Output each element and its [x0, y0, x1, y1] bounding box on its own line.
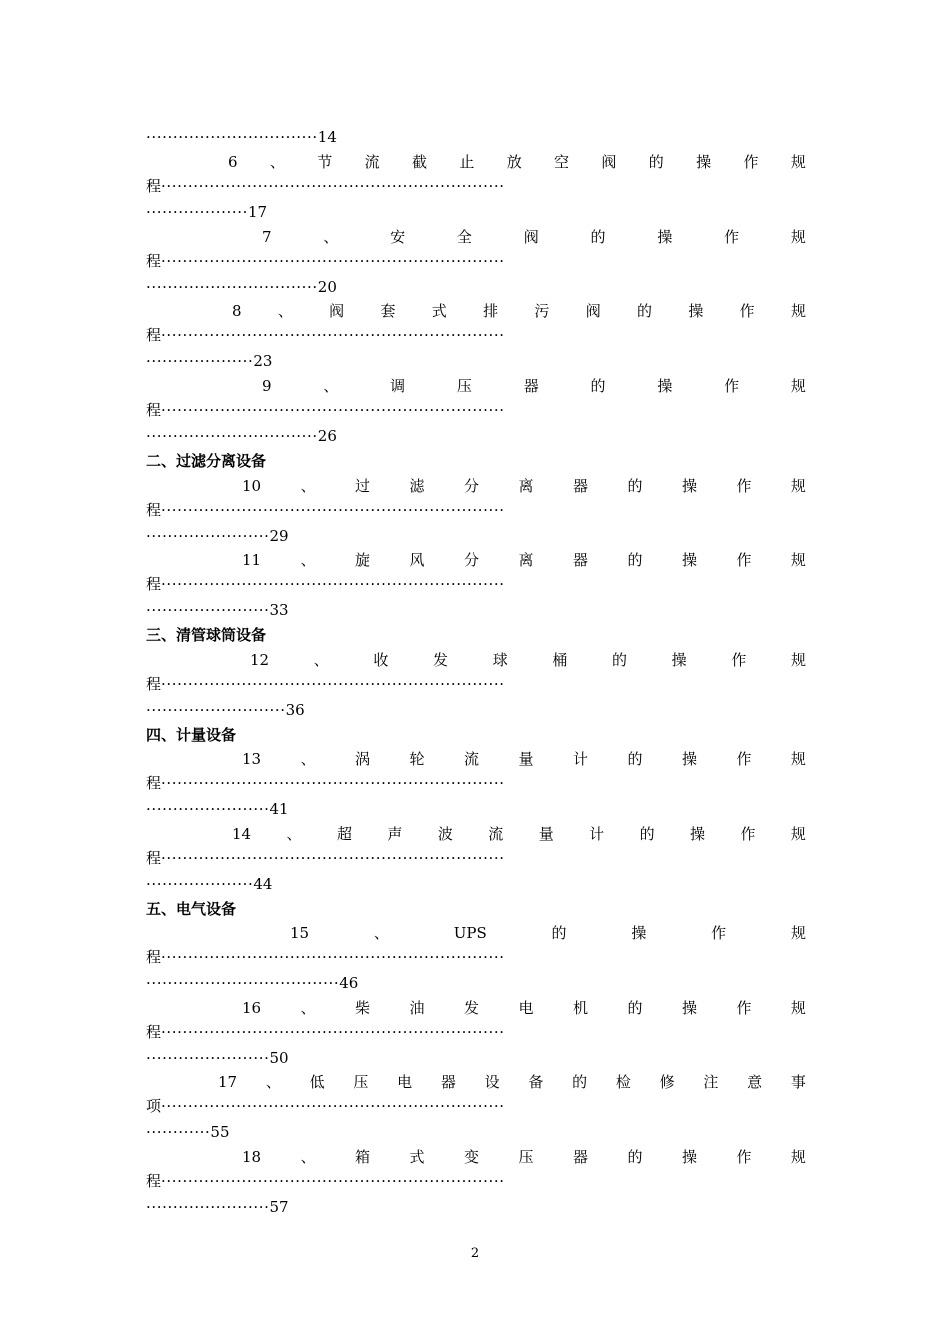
- toc-page-number[interactable]: 55: [210, 1123, 230, 1141]
- toc-entry-last-char: 程: [146, 177, 162, 195]
- toc-entry-char: 作: [711, 924, 727, 942]
- toc-leader-dots: ·······················41: [146, 800, 289, 818]
- toc-page-number[interactable]: 29: [269, 527, 289, 545]
- toc-entry-char: 作: [740, 825, 756, 843]
- toc-entry-char: 操: [681, 750, 697, 768]
- toc-entry-char: 止: [459, 153, 475, 171]
- toc-entry-char: 、: [373, 924, 389, 942]
- toc-entry-char: 、: [300, 750, 316, 768]
- toc-page-number[interactable]: 20: [317, 278, 337, 296]
- toc-entry-continuation: [146, 324, 806, 346]
- toc-leader-dots: ································································: [161, 1097, 505, 1115]
- toc-entry-title[interactable]: [242, 748, 806, 770]
- toc-entry-char: 电: [397, 1073, 413, 1091]
- toc-entry-char: 操: [681, 551, 697, 569]
- toc-entry-number: 7: [262, 228, 272, 246]
- toc-entry-char: 作: [724, 228, 740, 246]
- toc-entry-char: 、: [277, 302, 293, 320]
- toc-entry-char: 操: [681, 477, 697, 495]
- toc-entry-char: 操: [657, 377, 673, 395]
- toc-entry-char: 作: [736, 477, 752, 495]
- toc-entry-char: 节: [317, 153, 333, 171]
- toc-entry-char: 规: [790, 750, 806, 768]
- toc-entry-title[interactable]: [218, 1071, 806, 1093]
- toc-entry-char: 发: [464, 999, 480, 1017]
- toc-entry-char: 器: [523, 377, 539, 395]
- section-heading-pigging: 三、清管球筒设备: [146, 626, 267, 644]
- toc-leader-dots: ································································: [161, 1023, 505, 1041]
- toc-entry-char: 安: [390, 228, 406, 246]
- toc-entry-char: 全: [456, 228, 472, 246]
- toc-entry-char: 电: [518, 999, 534, 1017]
- toc-entry-continuation: [146, 946, 806, 968]
- toc-leader-dots: ································································: [161, 774, 505, 792]
- toc-entry-char: 计: [572, 750, 588, 768]
- toc-entry-char: 规: [790, 377, 806, 395]
- toc-page-number[interactable]: 33: [269, 601, 289, 619]
- toc-entry-title[interactable]: [232, 823, 806, 845]
- toc-leader-dots: ································································: [161, 675, 505, 693]
- toc-entry-char: 阀: [585, 302, 601, 320]
- toc-entry-number: 17: [218, 1073, 238, 1091]
- toc-entry-continuation: [146, 250, 806, 272]
- toc-entry-char: 、: [300, 551, 316, 569]
- toc-entry-char: 注: [703, 1073, 719, 1091]
- toc-entry-char: 调: [390, 377, 406, 395]
- toc-entry-char: 压: [456, 377, 472, 395]
- toc-leader-dots: ································14: [146, 128, 337, 146]
- section-heading-metering: 四、计量设备: [146, 726, 237, 744]
- toc-leader-dots: ··························36: [146, 701, 305, 719]
- toc-entry-char: 的: [627, 999, 643, 1017]
- toc-entry-char: 离: [518, 551, 534, 569]
- toc-entry-continuation: [146, 847, 806, 869]
- toc-entry-char: 放: [506, 153, 522, 171]
- toc-leader-dots: ·······················57: [146, 1198, 289, 1216]
- toc-entry-last-char: 程: [146, 675, 162, 693]
- toc-entry-title[interactable]: [262, 226, 806, 248]
- toc-page-number[interactable]: 41: [269, 800, 289, 818]
- toc-leader-dots: ·······················33: [146, 601, 289, 619]
- toc-entry-char: 事: [790, 1073, 806, 1091]
- toc-entry-char: 排: [483, 302, 499, 320]
- toc-entry-char: 流: [464, 750, 480, 768]
- toc-entry-char: 的: [612, 651, 628, 669]
- toc-leader-dots: ································26: [146, 427, 337, 445]
- toc-page-number[interactable]: 36: [285, 701, 305, 719]
- toc-entry-char: 离: [518, 477, 534, 495]
- section-heading-electrical: 五、电气设备: [146, 900, 237, 918]
- toc-entry-char: 规: [790, 551, 806, 569]
- toc-entry-char: 设: [484, 1073, 500, 1091]
- toc-entry-char: 规: [790, 228, 806, 246]
- toc-entry-char: 、: [323, 377, 339, 395]
- toc-entry-char: 规: [790, 302, 806, 320]
- toc-entry-last-char: 程: [146, 252, 162, 270]
- toc-entry-char: 的: [627, 551, 643, 569]
- toc-entry-char: 的: [627, 750, 643, 768]
- toc-entry-char: 波: [437, 825, 453, 843]
- toc-entry-char: 作: [736, 1148, 752, 1166]
- toc-entry-last-char: 程: [146, 1172, 162, 1190]
- toc-entry-char: 操: [690, 825, 706, 843]
- toc-entry-char: 轮: [409, 750, 425, 768]
- toc-entry-char: 的: [648, 153, 664, 171]
- toc-entry-char: 过: [355, 477, 371, 495]
- toc-entry-char: 阀: [601, 153, 617, 171]
- toc-entry-last-char: 程: [146, 1023, 162, 1041]
- toc-entry-number: 9: [262, 377, 272, 395]
- toc-entry-char: 压: [353, 1073, 369, 1091]
- toc-entry-number: 14: [232, 825, 252, 843]
- toc-entry-char: 作: [736, 551, 752, 569]
- toc-entry-char: 柴: [355, 999, 371, 1017]
- toc-entry-char: 规: [790, 924, 806, 942]
- toc-leader-dots: ································································: [161, 252, 505, 270]
- toc-entry-char: 分: [464, 551, 480, 569]
- toc-entry-continuation: [146, 1095, 806, 1117]
- toc-entry-number: 16: [242, 999, 262, 1017]
- toc-entry-char: 修: [659, 1073, 675, 1091]
- toc-entry-char: 作: [739, 302, 755, 320]
- toc-entry-number: 11: [242, 551, 262, 569]
- toc-entry-char: 阀: [523, 228, 539, 246]
- toc-entry-char: 规: [790, 999, 806, 1017]
- toc-entry-number: 10: [242, 477, 262, 495]
- toc-leader-dots: ····································46: [146, 974, 359, 992]
- toc-entry-continuation: [146, 772, 806, 794]
- toc-entry-char: 低: [309, 1073, 325, 1091]
- toc-entry-number: 8: [232, 302, 242, 320]
- toc-entry-char: 桶: [552, 651, 568, 669]
- toc-page-number[interactable]: 23: [253, 352, 273, 370]
- toc-leader-dots: ································································: [161, 948, 505, 966]
- toc-entry-char: 的: [590, 228, 606, 246]
- toc-entry-char: 球: [492, 651, 508, 669]
- toc-leader-dots: ································································: [161, 177, 505, 195]
- toc-entry-char: 式: [431, 302, 447, 320]
- toc-entry-number: 15: [290, 924, 310, 942]
- toc-leader-dots: ···················17: [146, 203, 268, 221]
- toc-page-number[interactable]: 50: [269, 1049, 289, 1067]
- toc-entry-char: 作: [724, 377, 740, 395]
- toc-leader-dots: ····················23: [146, 352, 273, 370]
- toc-entry-char: 截: [411, 153, 427, 171]
- toc-entry-char: 操: [696, 153, 712, 171]
- toc-entry-char: 流: [488, 825, 504, 843]
- toc-entry-continuation: [146, 673, 806, 695]
- toc-entry-char: 、: [313, 651, 329, 669]
- toc-entry-last-char: 程: [146, 774, 162, 792]
- toc-entry-char: 作: [736, 750, 752, 768]
- toc-entry-char: 作: [731, 651, 747, 669]
- toc-entry-char: 量: [538, 825, 554, 843]
- toc-entry-title[interactable]: [250, 649, 806, 671]
- toc-entry-char: 分: [464, 477, 480, 495]
- toc-entry-number: 18: [242, 1148, 262, 1166]
- toc-entry-continuation: [146, 399, 806, 421]
- toc-entry-char: 、: [300, 477, 316, 495]
- toc-entry-title[interactable]: [242, 997, 806, 1019]
- section-heading-filter-separation: 二、过滤分离设备: [146, 452, 267, 470]
- toc-entry-char: 器: [572, 1148, 588, 1166]
- toc-entry-last-char: 项: [146, 1097, 162, 1115]
- toc-entry-char: 式: [409, 1148, 425, 1166]
- toc-entry-char: 操: [681, 999, 697, 1017]
- toc-entry-char: 器: [572, 477, 588, 495]
- toc-entry-char: 操: [631, 924, 647, 942]
- toc-entry-char: 的: [572, 1073, 588, 1091]
- toc-entry-char: 污: [534, 302, 550, 320]
- toc-entry-char: 的: [627, 477, 643, 495]
- toc-entry-char: 规: [790, 1148, 806, 1166]
- toc-entry-char: 风: [409, 551, 425, 569]
- toc-leader-dots: ····················44: [146, 875, 273, 893]
- toc-entry-char: 意: [747, 1073, 763, 1091]
- toc-page-number[interactable]: 46: [339, 974, 359, 992]
- toc-entry-char: 油: [409, 999, 425, 1017]
- toc-entry-char: 、: [300, 999, 316, 1017]
- toc-leader-dots: ································································: [161, 401, 505, 419]
- toc-entry-char: 阀: [329, 302, 345, 320]
- toc-entry-char: 空: [554, 153, 570, 171]
- toc-page-number[interactable]: 17: [248, 203, 268, 221]
- toc-entry-last-char: 程: [146, 849, 162, 867]
- toc-entry-char: 、: [269, 153, 285, 171]
- toc-entry-char: 规: [790, 825, 806, 843]
- toc-leader-dots: ································································: [161, 849, 505, 867]
- toc-entry-last-char: 程: [146, 575, 162, 593]
- toc-page-number[interactable]: 44: [253, 875, 273, 893]
- toc-entry-number: 6: [228, 153, 238, 171]
- toc-entry-title[interactable]: [242, 549, 806, 571]
- toc-entry-title[interactable]: [232, 300, 806, 322]
- toc-entry-char: 操: [671, 651, 687, 669]
- toc-leader-dots: ································································: [161, 575, 505, 593]
- toc-entry-char: 、: [286, 825, 302, 843]
- toc-entry-char: 、: [300, 1148, 316, 1166]
- toc-entry-char: 的: [551, 924, 567, 942]
- toc-entry-title[interactable]: [262, 375, 806, 397]
- toc-entry-char: 滤: [409, 477, 425, 495]
- toc-entry-number: 13: [242, 750, 262, 768]
- toc-entry-char: 作: [743, 153, 759, 171]
- page-number: 2: [470, 1246, 480, 1261]
- toc-entry-char: 发: [433, 651, 449, 669]
- toc-entry-char: 变: [464, 1148, 480, 1166]
- toc-page-number[interactable]: 26: [317, 427, 337, 445]
- toc-page-number[interactable]: 57: [269, 1198, 289, 1216]
- toc-page-number[interactable]: 14: [317, 128, 337, 146]
- toc-entry-char: 规: [790, 477, 806, 495]
- toc-entry-char: 的: [639, 825, 655, 843]
- toc-entry-number: 12: [250, 651, 270, 669]
- toc-entry-continuation: [146, 1021, 806, 1043]
- toc-entry-char: 规: [790, 153, 806, 171]
- toc-entry-char: 、: [323, 228, 339, 246]
- toc-entry-last-char: 程: [146, 948, 162, 966]
- toc-entry-char: 超: [336, 825, 352, 843]
- toc-entry-char: 操: [688, 302, 704, 320]
- toc-entry-char: 涡: [355, 750, 371, 768]
- toc-entry-title[interactable]: [228, 151, 806, 173]
- toc-entry-char: 收: [373, 651, 389, 669]
- toc-entry-char: 器: [440, 1073, 456, 1091]
- toc-entry-char: 规: [790, 651, 806, 669]
- toc-entry-last-char: 程: [146, 401, 162, 419]
- toc-entry-char: 备: [528, 1073, 544, 1091]
- toc-entry-char: 压: [518, 1148, 534, 1166]
- toc-entry-char: 声: [387, 825, 403, 843]
- toc-leader-dots: ·······················50: [146, 1049, 289, 1067]
- toc-entry-continuation: [146, 573, 806, 595]
- toc-entry-char: 计: [589, 825, 605, 843]
- toc-leader-dots: ································20: [146, 278, 337, 296]
- toc-leader-dots: ································································: [161, 1172, 505, 1190]
- toc-entry-last-char: 程: [146, 326, 162, 344]
- toc-entry-char: 器: [572, 551, 588, 569]
- toc-entry-char: 的: [637, 302, 653, 320]
- toc-entry-char: 旋: [355, 551, 371, 569]
- toc-entry-char: 流: [364, 153, 380, 171]
- toc-entry-char: UPS: [453, 924, 487, 942]
- toc-entry-char: 套: [380, 302, 396, 320]
- toc-entry-char: 操: [681, 1148, 697, 1166]
- toc-entry-title[interactable]: [290, 922, 806, 944]
- toc-entry-last-char: 程: [146, 501, 162, 519]
- toc-entry-title[interactable]: [242, 475, 806, 497]
- toc-entry-char: 检: [615, 1073, 631, 1091]
- toc-entry-continuation: [146, 1170, 806, 1192]
- toc-leader-dots: ············55: [146, 1123, 230, 1141]
- toc-entry-char: 的: [590, 377, 606, 395]
- toc-entry-char: 作: [736, 999, 752, 1017]
- toc-leader-dots: ·······················29: [146, 527, 289, 545]
- toc-entry-title[interactable]: [242, 1146, 806, 1168]
- toc-entry-continuation: [146, 175, 806, 197]
- toc-entry-char: 机: [572, 999, 588, 1017]
- toc-entry-char: 的: [627, 1148, 643, 1166]
- toc-leader-dots: ································································: [161, 501, 505, 519]
- toc-entry-continuation: [146, 499, 806, 521]
- toc-entry-char: 操: [657, 228, 673, 246]
- toc-entry-char: 箱: [355, 1148, 371, 1166]
- toc-entry-char: 量: [518, 750, 534, 768]
- toc-entry-char: 、: [265, 1073, 281, 1091]
- toc-leader-dots: ································································: [161, 326, 505, 344]
